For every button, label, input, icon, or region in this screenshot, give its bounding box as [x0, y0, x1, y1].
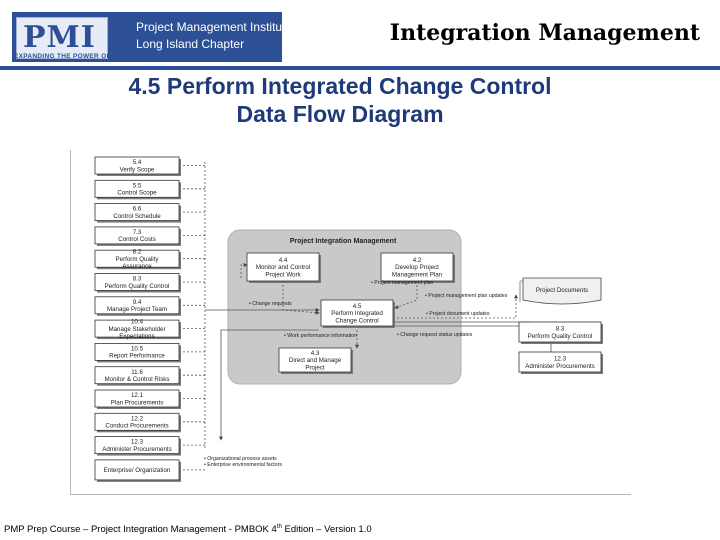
process-integrated-change-control-label: Perform Integrated: [331, 310, 383, 318]
left-process-5-label: Assurance: [122, 263, 152, 271]
left-process-2-label: Control Scope: [117, 189, 157, 197]
slide-title: [0, 72, 680, 128]
process-develop-plan-label: Management Plan: [391, 271, 443, 279]
footer-text-end: Edition – Version 1.0: [281, 524, 372, 536]
left-process-2-label: 5.5: [132, 182, 142, 190]
left-process-7-label: Manage Project Team: [106, 306, 168, 314]
flow-label-doc-updates: • Project document updates: [426, 311, 490, 317]
left-process-11-label: 12.1: [130, 392, 144, 400]
left-process-8: [95, 319, 181, 340]
process-develop-plan: [381, 253, 455, 283]
flow-label-status-updates: • Change request status updates: [397, 332, 473, 338]
left-process-12: [95, 413, 181, 432]
right-process-procurements-label: Administer Procurements: [525, 362, 595, 370]
process-integrated-change-control-label: 4.5: [352, 302, 362, 310]
left-process-6: [95, 274, 181, 293]
left-process-3: [95, 204, 181, 223]
left-process-6-label: 8.3: [132, 275, 142, 283]
pmi-logo-text: PMI: [23, 20, 96, 55]
process-direct-manage-label: Direct and Manage: [288, 357, 342, 365]
integration-group-label: Project Integration Management: [289, 238, 397, 245]
process-direct-manage-label: 4.3: [310, 349, 320, 357]
flow-label-org-assets: • Organizational process assets: [204, 456, 277, 462]
left-process-1: [95, 157, 181, 176]
process-integrated-change-control: [321, 300, 395, 328]
right-process-procurements: [519, 352, 603, 374]
left-process-2: [95, 180, 181, 199]
left-process-6-label: Perform Quality Control: [104, 282, 170, 290]
process-integrated-change-control-label: Change Control: [335, 317, 379, 325]
right-process-procurements-label: 12.3: [553, 355, 567, 363]
data-flow-svg: [71, 150, 631, 494]
left-process-5-label: 8.2: [132, 248, 142, 256]
slide-title-line2: Data Flow Diagram: [236, 101, 444, 127]
right-process-quality: [519, 322, 603, 344]
flow-label-env-factors: • Enterprise environmental factors: [204, 462, 282, 468]
left-process-14-label: Enterprise/ Organization: [103, 467, 171, 475]
left-process-1-label: 5.4: [132, 159, 142, 167]
chapter-tagline: EXPANDING THE POWER OF PROJECT MANAGEMENT ON LONG ISLAND: [14, 53, 261, 60]
left-process-13-label: 12.3: [130, 438, 144, 446]
footer-superscript: th: [276, 524, 282, 530]
data-flow-diagram: [70, 150, 631, 495]
left-process-8-label: 10.4: [130, 318, 144, 326]
footer-text: PMP Prep Course – Project Integration Management - PMBOK 4: [4, 524, 277, 536]
left-process-3-label: 6.6: [132, 205, 142, 213]
process-monitor-control: [247, 253, 321, 283]
left-process-8-label: Manage Stakeholder: [108, 325, 166, 333]
flow-label-project-plan: • Project management plan: [371, 280, 434, 286]
left-process-10: [95, 367, 181, 386]
left-process-13-label: Administer Procurements: [102, 445, 172, 453]
process-direct-manage-label: Project: [305, 364, 325, 372]
left-process-10-label: 11.6: [131, 368, 143, 376]
left-process-7: [95, 297, 181, 316]
slide-header: [0, 0, 720, 70]
left-process-5-label: Perform Quality: [115, 255, 159, 263]
left-process-12-label: Conduct Procurements: [105, 422, 169, 430]
left-process-11-label: Plan Procurements: [110, 399, 164, 407]
left-process-5: [95, 249, 181, 270]
process-develop-plan-label: Develop Project: [395, 264, 439, 272]
left-process-9-label: 10.5: [130, 345, 144, 353]
right-process-quality-label: 8.3: [555, 325, 565, 333]
process-monitor-control-label: 4.4: [278, 256, 288, 264]
process-develop-plan-label: 4.2: [412, 256, 422, 264]
org-name: Project Management Institute: [136, 20, 293, 34]
flow-label-plan-updates: • Project management plan updates: [425, 293, 508, 299]
left-process-11: [95, 390, 181, 409]
left-process-13: [95, 437, 181, 456]
header-divider: [0, 66, 720, 70]
right-process-quality-label: Perform Quality Control: [527, 332, 593, 340]
left-process-4-label: 7.3: [132, 228, 142, 236]
project-documents: [520, 278, 601, 304]
left-process-10-label: Monitor & Control Risks: [104, 375, 170, 383]
chapter-name: Long Island Chapter: [136, 37, 245, 51]
project-documents-stack: [520, 281, 523, 302]
slide-title-line1: 4.5 Perform Integrated Change Control: [128, 73, 552, 99]
left-process-3-label: Control Schedule: [113, 212, 161, 220]
flow-label-work-performance: • Work performance information: [284, 333, 357, 339]
left-process-8-label: Expectations: [119, 332, 155, 340]
left-process-1-label: Verify Scope: [119, 166, 155, 174]
left-process-4: [95, 227, 181, 246]
left-process-9-label: Report Performance: [109, 352, 165, 360]
process-monitor-control-label: Project Work: [265, 271, 301, 279]
left-process-14: [95, 460, 181, 482]
slide-footer: [4, 524, 372, 535]
left-process-9: [95, 343, 181, 362]
process-direct-manage: [279, 348, 353, 374]
flow-label-change-requests: • Change requests: [249, 301, 292, 307]
section-title: Integration Management: [389, 20, 700, 46]
process-monitor-control-label: Monitor and Control: [255, 264, 311, 272]
left-process-4-label: Control Costs: [118, 236, 156, 244]
project-documents-label: Project Documents: [535, 287, 589, 294]
left-process-7-label: 9.4: [132, 298, 142, 306]
left-process-12-label: 12.2: [130, 415, 144, 423]
